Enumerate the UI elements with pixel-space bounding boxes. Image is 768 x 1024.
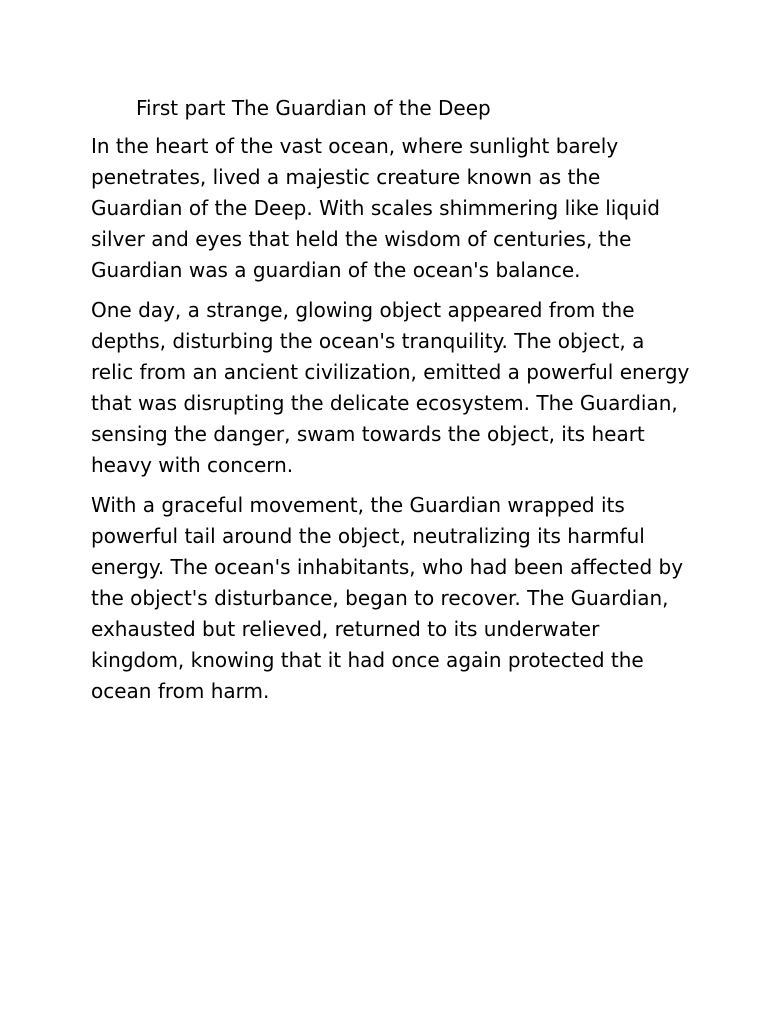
document-title: First part The Guardian of the Deep [136, 96, 491, 120]
paragraph-3: With a graceful movement, the Guardian wrapped its powerful tail around the object, neutralizing its harmful energy. The ocean's inhabitants, who had been affected by the object's disturbance, began to recover. The Guardian, exhausted but relieved, returned to its underwater kingdom, knowing that it had once again protected the ocean from harm. [91, 493, 684, 703]
document-body [91, 93, 691, 716]
paragraph-1: In the heart of the vast ocean, where sunlight barely penetrates, lived a majestic creature known as the Guardian of the Deep. With scales shimmering like liquid silver and eyes that held the wisdom of centuries, the Guardian was a guardian of the ocean's balance. [91, 134, 660, 282]
paragraph-2: One day, a strange, glowing object appeared from the depths, disturbing the ocean's tranquility. The object, a relic from an ancient civilization, emitted a powerful energy that was disrupting the delicate ecosystem. The Guardian, sensing the danger, swam towards the object, its heart heavy with concern. [91, 298, 690, 477]
